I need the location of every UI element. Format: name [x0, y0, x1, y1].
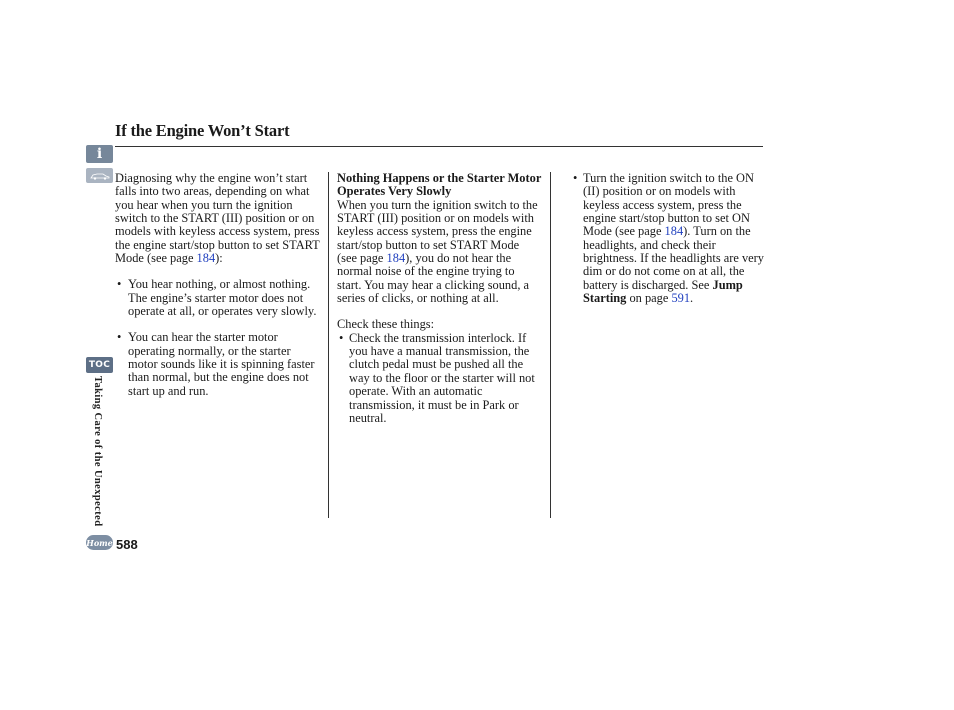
- list-item: • You hear nothing, or almost nothing. The engine’s starter motor does not operate at all, or operates very slowly.: [115, 278, 320, 318]
- column-3: [571, 172, 766, 305]
- toc-button[interactable]: TOC: [86, 357, 113, 373]
- column-2: [337, 172, 542, 425]
- page-title: If the Engine Won’t Start: [115, 121, 290, 140]
- list-item: • Turn the ignition switch to the ON (II) position or on models with keyless access system, press the engine start/stop button to set ON Mode (see page 184). Turn on the headlights, and check their brightness. If the headlights are very dim or do not come on at all, the battery is discharged. See Jump Starting on page 591.: [571, 172, 766, 305]
- column-rule-1: [328, 172, 329, 518]
- section-label: Taking Care of the Unexpected: [92, 376, 103, 527]
- check-label: Check these things:: [337, 317, 435, 332]
- page-link-591[interactable]: 591: [671, 291, 691, 306]
- list-item: • Check the transmission interlock. If you have a manual transmission, the clutch pedal must be pushed all the way to the floor or the starter will not operate. With an automatic transmission, it must be in Park or neutral.: [337, 332, 542, 425]
- car-icon: [90, 172, 110, 180]
- title-rule: [115, 146, 763, 147]
- body-paragraph: When you turn the ignition switch to the START (III) position or on models with keyless access system, press the engine start/stop button to set START Mode (see page 184), you do not hear the normal noise of the engine trying to start. You may hear a clicking sound, a series of clicks, or nothing at all.: [337, 197, 538, 306]
- section-heading: Nothing Happens or the Starter Motor Operates Very Slowly: [337, 171, 542, 199]
- column-1: [115, 172, 320, 398]
- jump-starting-ref: Jump Starting: [583, 277, 743, 306]
- info-button[interactable]: [86, 145, 113, 163]
- page-link-184[interactable]: 184: [664, 224, 684, 239]
- car-index-button[interactable]: [86, 168, 113, 183]
- column-rule-2: [550, 172, 551, 518]
- page-link-184[interactable]: 184: [196, 251, 216, 266]
- list-item: • You can hear the starter motor operating normally, or the starter motor sounds like it is spinning faster than normal, but the engine does not start up and run.: [115, 331, 320, 398]
- intro-paragraph: Diagnosing why the engine won’t start falls into two areas, depending on what you hear when you turn the ignition switch to the START (III) position or on models with keyless access system, press the engine start/stop button to set START Mode (see page 184):: [115, 171, 320, 266]
- page-link-184[interactable]: 184: [386, 251, 406, 266]
- home-button[interactable]: Home: [86, 535, 113, 550]
- info-icon: i: [96, 146, 103, 162]
- page-number: 588: [116, 537, 138, 552]
